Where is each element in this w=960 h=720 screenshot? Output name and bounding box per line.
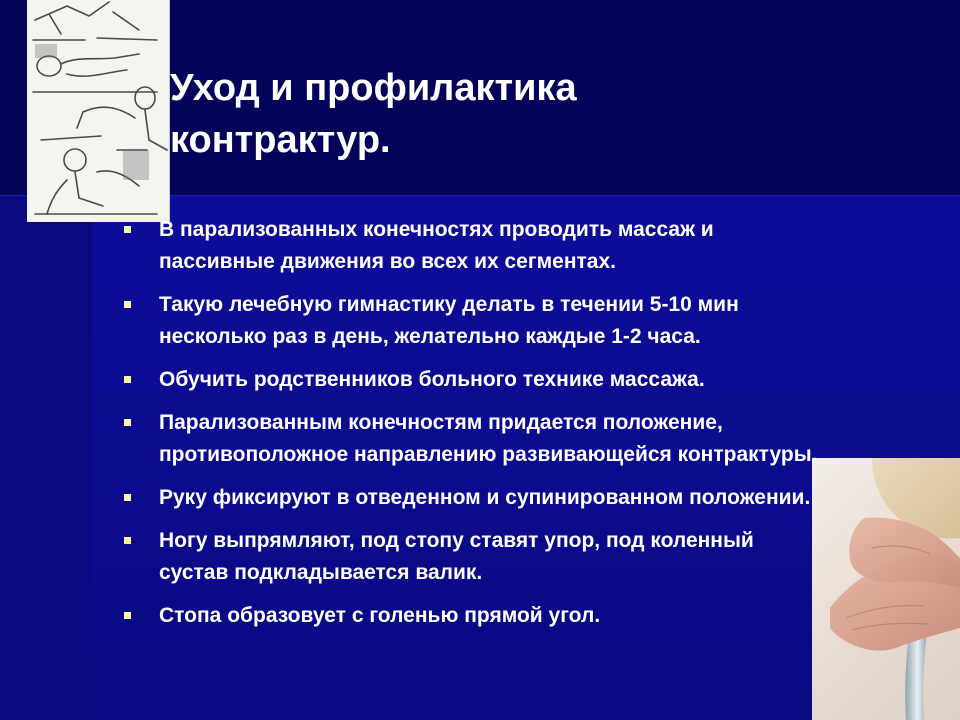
hands-photo-image bbox=[812, 458, 960, 720]
bullet-text: В парализованных конечностях проводить массаж и пассивные движения во всех их сегментах. bbox=[159, 218, 714, 273]
bullet-marker bbox=[124, 301, 131, 308]
bullet-marker bbox=[124, 226, 131, 233]
bullet-text: Руку фиксируют в отведенном и супинированном положении. bbox=[159, 486, 811, 509]
list-item bbox=[124, 289, 824, 353]
bullet-text: Парализованным конечностям придается положение, противоположное направлению развивающейся контрактуры. bbox=[159, 411, 818, 466]
list-item bbox=[124, 364, 824, 396]
bullet-marker bbox=[124, 419, 131, 426]
list-item bbox=[124, 600, 824, 632]
bullet-marker bbox=[124, 376, 131, 383]
bullet-text: Такую лечебную гимнастику делать в течении 5-10 мин несколько раз в день, желательно каждые 1-2 часа. bbox=[159, 293, 739, 348]
slide-title: Уход и профилактика контрактур. bbox=[170, 67, 577, 161]
list-item bbox=[124, 525, 824, 589]
bullet-text: Стопа образовует с голенью прямой угол. bbox=[159, 604, 601, 627]
list-item bbox=[124, 214, 824, 278]
bullet-text: Обучить родственников больного технике массажа. bbox=[159, 368, 705, 391]
list-item bbox=[124, 407, 824, 471]
bullet-marker bbox=[124, 537, 131, 544]
bullet-text: Ногу выпрямляют, под стопу ставят упор, под коленный сустав подкладывается валик. bbox=[159, 529, 754, 584]
exercise-sketch-image bbox=[27, 0, 170, 222]
bullet-marker bbox=[124, 612, 131, 619]
bullet-list bbox=[124, 214, 824, 643]
left-strip bbox=[0, 195, 92, 720]
bullet-marker bbox=[124, 494, 131, 501]
list-item bbox=[124, 482, 824, 514]
